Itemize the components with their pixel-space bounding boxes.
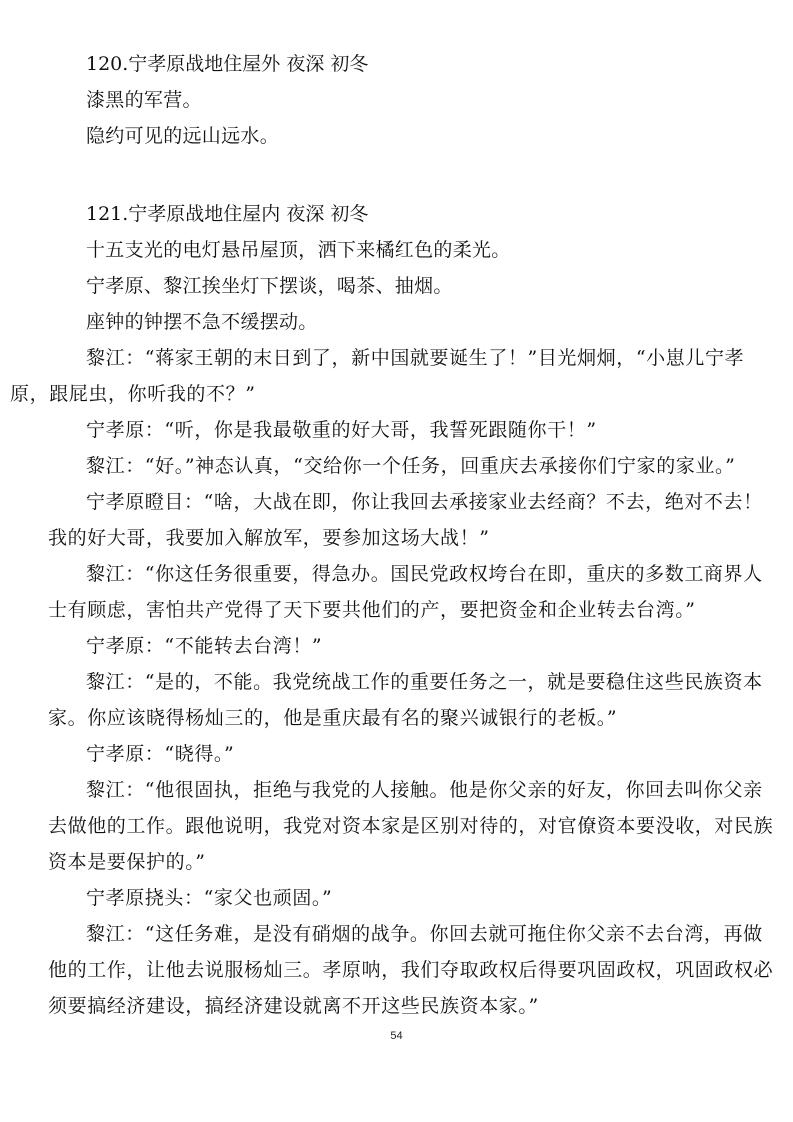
dialogue-paragraph <box>48 556 763 628</box>
dialogue-line: 黎江：“好。”神态认真，“交给你一个任务，回重庆去承接你们宁家的家业。” <box>86 455 736 477</box>
dialogue-line: 宁孝原：“晓得。” <box>86 743 235 765</box>
dialogue-paragraph <box>48 448 754 484</box>
dialogue-line: 士有顾虑，害怕共产党得了天下要共他们的产，要把资金和企业转去台湾。” <box>48 599 696 621</box>
dialogue-line: 黎江：“是的，不能。我党统战工作的重要任务之一，就是要稳住这些民族资本 <box>86 671 763 693</box>
dialogue-line: 他的工作，让他去说服杨灿三。孝原呐，我们夺取政权后得要巩固政权，巩固政权必 <box>48 959 774 981</box>
dialogue-line: 黎江：“你这任务很重要，得急办。国民党政权垮台在即，重庆的多数工商界人 <box>86 563 763 585</box>
dialogue-line: 去做他的工作。跟他说明，我党对资本家是区别对待的，对官僚资本要没收，对民族 <box>48 815 774 837</box>
dialogue-line: 原，跟屁虫，你听我的不？” <box>10 383 256 405</box>
dialogue-block <box>10 340 774 1024</box>
dialogue-paragraph <box>10 340 754 412</box>
dialogue-paragraph <box>48 484 763 556</box>
scene-line: 宁孝原、黎江挨坐灯下摆谈，喝茶、抽烟。 <box>86 275 453 297</box>
scene-line: 漆黑的军营。 <box>86 89 202 111</box>
dialogue-line: 宁孝原瞪目：“啥，大战在即，你让我回去承接家业去经商？不去，绝对不去！ <box>86 491 763 513</box>
scene-120 <box>86 46 726 154</box>
dialogue-paragraph <box>48 916 774 1024</box>
dialogue-line: 宁孝原：“不能转去台湾！” <box>86 635 323 657</box>
scene-line: 隐约可见的远山远水。 <box>86 125 280 147</box>
dialogue-paragraph <box>48 628 754 664</box>
scene-heading: 120.宁孝原战地住屋外 夜深 初冬 <box>86 53 369 75</box>
scene-line: 座钟的钟摆不急不缓摆动。 <box>86 311 318 333</box>
scene-heading: 121.宁孝原战地住屋内 夜深 初冬 <box>86 203 369 225</box>
dialogue-paragraph <box>48 736 754 772</box>
dialogue-line: 家。你应该晓得杨灿三的，他是重庆最有名的聚兴诚银行的老板。” <box>48 707 618 729</box>
page-number: 54 <box>390 1030 403 1042</box>
dialogue-line: 须要搞经济建设，搞经济建设就离不开这些民族资本家。” <box>48 995 539 1017</box>
dialogue-line: 宁孝原挠头：“家父也顽固。” <box>86 887 333 909</box>
dialogue-paragraph <box>48 772 774 880</box>
dialogue-line: 黎江：“他很固执，拒绝与我党的人接触。他是你父亲的好友，你回去叫你父亲 <box>86 779 763 801</box>
dialogue-line: 黎江：“蒋家王朝的末日到了，新中国就要诞生了！”目光炯炯，“小崽儿宁孝 <box>86 347 745 369</box>
scene-line: 十五支光的电灯悬吊屋顶，洒下来橘红色的柔光。 <box>86 239 511 261</box>
scene-121 <box>86 196 726 340</box>
dialogue-paragraph <box>48 880 754 916</box>
dialogue-paragraph <box>48 664 763 736</box>
dialogue-paragraph <box>48 412 754 448</box>
dialogue-line: 我的好大哥，我要加入解放军，要参加这场大战！” <box>48 527 490 549</box>
dialogue-line: 资本是要保护的。” <box>48 851 206 873</box>
dialogue-line: 黎江：“这任务难，是没有硝烟的战争。你回去就可拖住你父亲不去台湾，再做 <box>86 923 763 945</box>
dialogue-line: 宁孝原：“听，你是我最敬重的好大哥，我誓死跟随你干！” <box>86 419 597 441</box>
